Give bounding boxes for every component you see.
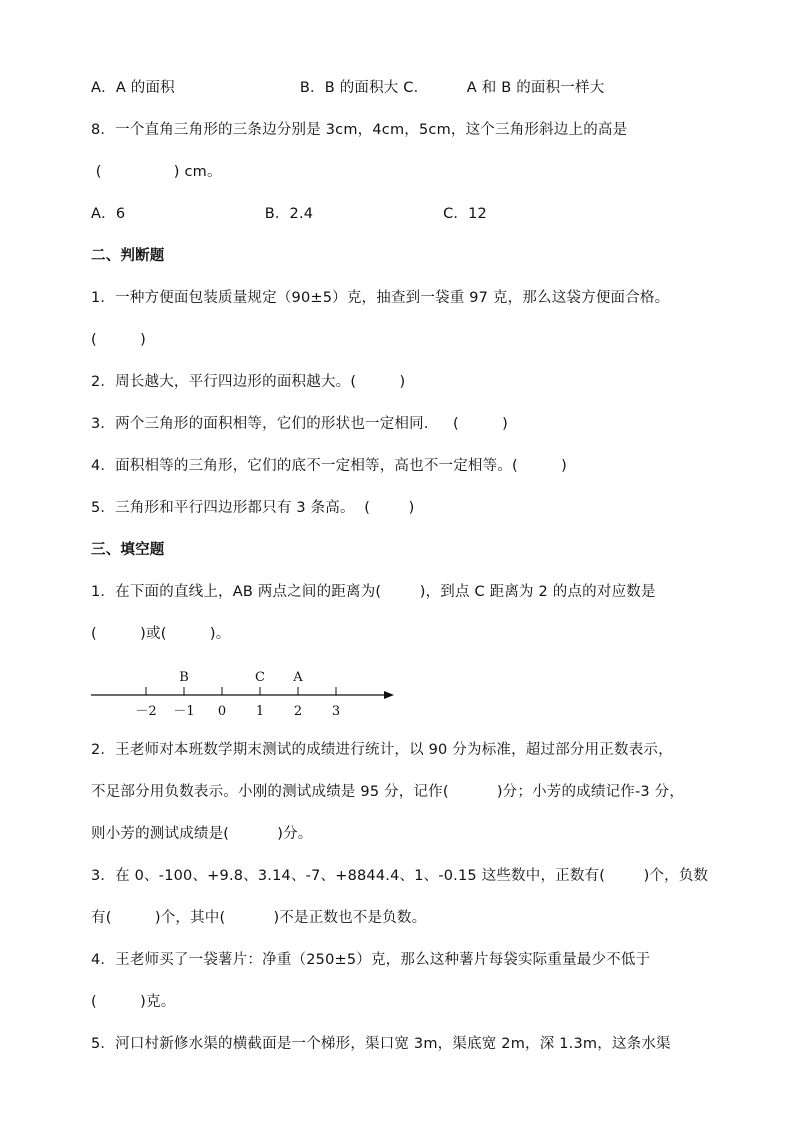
judge-question-3: 3．两个三角形的面积相等，它们的形状也一定相同． ( ) — [91, 416, 508, 432]
number-line-point-label: B — [179, 670, 189, 685]
number-line-figure — [88, 662, 408, 724]
number-line-point-label: A — [293, 670, 303, 685]
judge-question-4: 4．面积相等的三角形，它们的底不一定相等，高也不一定相等。( ) — [91, 458, 568, 474]
number-line-tick-label: 2 — [293, 704, 303, 719]
judge-question-5: 5．三角形和平行四边形都只有 3 条高。 ( ) — [91, 500, 415, 516]
arrow-right-icon — [384, 691, 394, 699]
fill-question-2-line3: 则小芳的测试成绩是( )分。 — [91, 826, 313, 842]
fill-question-4-line1: 4．王老师买了一袋薯片：净重（250±5）克，那么这种薯片每袋实际重量最少不低于 — [91, 952, 651, 968]
number-line-tick-label: －1 — [173, 704, 195, 719]
section-heading-judgement: 二、判断题 — [91, 248, 165, 264]
judge-question-2: 2．周长越大，平行四边形的面积越大。( ) — [91, 374, 406, 390]
number-line-tick-label: 0 — [217, 704, 227, 719]
fill-question-3-line2: 有( )个，其中( )不是正数也不是负数。 — [91, 910, 427, 926]
number-line-tick-label: 1 — [255, 704, 265, 719]
section-heading-fill-in: 三、填空题 — [91, 542, 165, 558]
option-line-q8: A．6 B．2.4 C．12 — [91, 206, 487, 222]
number-line-tick-label: 3 — [331, 704, 341, 719]
fill-question-5-line1: 5．河口村新修水渠的横截面是一个梯形，渠口宽 3m，渠底宽 2m，深 1.3m，这条水渠 — [91, 1036, 671, 1052]
question-8-blank: ( ) cm。 — [91, 164, 222, 180]
judge-question-1: 1．一种方便面包装质量规定（90±5）克，抽查到一袋重 97 克，那么这袋方便面合格。 — [91, 290, 670, 306]
fill-question-2-line1: 2．王老师对本班数学期末测试的成绩进行统计，以 90 分为标准，超过部分用正数表示， — [91, 742, 673, 758]
fill-question-2-line2: 不足部分用负数表示。小刚的测试成绩是 95 分，记作( )分；小芳的成绩记作-3 分， — [91, 784, 685, 800]
judge-question-1-blank: ( ) — [91, 332, 146, 348]
number-line-axis — [91, 691, 394, 699]
number-line-tick-label: －2 — [135, 704, 157, 719]
option-line-q7: A．A 的面积 B．B 的面积大 C． A 和 B 的面积一样大 — [91, 80, 605, 96]
fill-question-4-line2: ( )克。 — [91, 994, 176, 1010]
number-line-point-label: C — [255, 670, 265, 685]
fill-question-1-blanks: ( )或( )。 — [91, 626, 231, 642]
fill-question-3-line1: 3．在 0、-100、+9.8、3.14、-7、+8844.4、1、-0.15 这些数中，正数有( )个，负数 — [91, 868, 709, 884]
question-8: 8．一个直角三角形的三条边分别是 3cm，4cm，5cm，这个三角形斜边上的高是 — [91, 122, 628, 138]
fill-question-1: 1．在下面的直线上，AB 两点之间的距离为( )，到点 C 距离为 2 的点的对应数是 — [91, 584, 656, 600]
